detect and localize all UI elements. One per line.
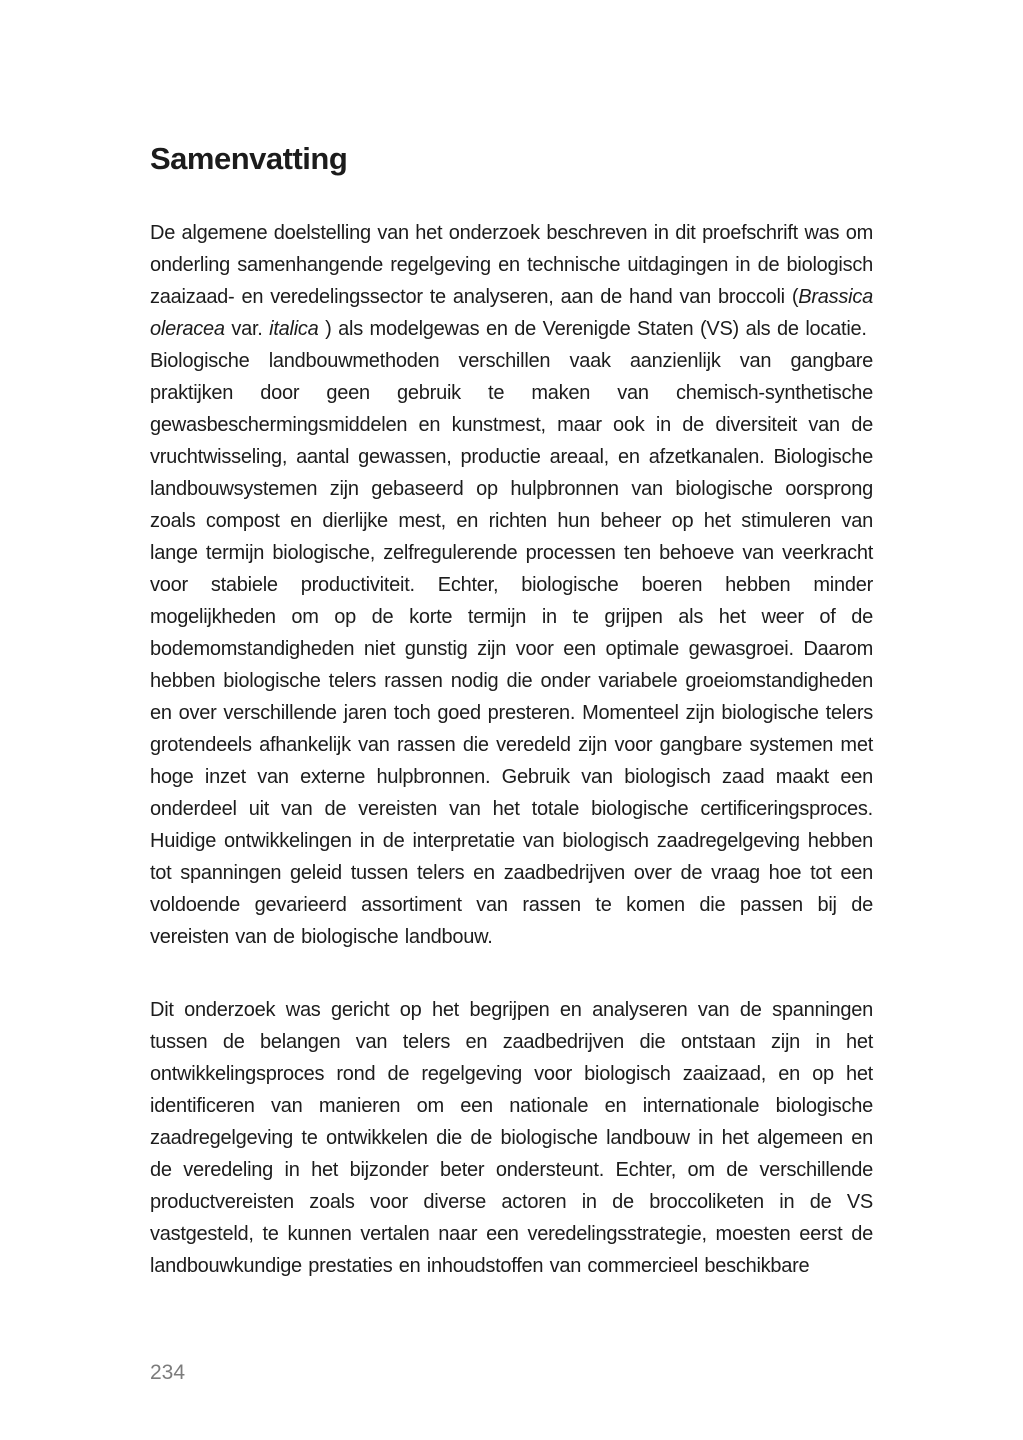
page-title: Samenvatting [150, 141, 348, 176]
paragraph-1-text-end: ) als modelgewas en de Verenigde Staten (VS) als de locatie. Biologische landbouwmethoden verschillen vaak aanzienlijk van gangbare praktijken door geen gebruik te maken van chemisch-synthetische gewasbeschermingsmiddelen en kunstmest, maar ook in de diversiteit van de vruchtwisseling, aantal gewassen, productie areaal, en afzetkanalen. Biologische landbouwsystemen zijn gebaseerd op hulpbronnen van biologische oorsprong zoals compost en dierlijke mest, en richten hun beheer op het stimuleren van lange termijn biologische, zelfregulerende processen ten behoeve van veerkracht voor stabiele productiviteit. Echter, biologische boeren hebben minder mogelijkheden om op de korte termijn in te grijpen als het weer of de bodemomstandigheden niet gunstig zijn voor een optimale gewasgroei. Daarom hebben biologische telers rassen nodig die onder variabele groeiomstandigheden en over verschillende jaren toch goed presteren. Momenteel zijn biologische telers grotendeels afhankelijk van rassen die veredeld zijn voor gangbare systemen met hoge inzet van externe hulpbronnen. Gebruik van biologisch zaad maakt een onderdeel uit van de vereisten van het totale biologische certificeringsproces. Huidige ontwikkelingen in de interpretatie van biologisch zaadregelgeving hebben tot spanningen geleid tussen telers en zaadbedrijven over de vraag hoe tot een voldoende gevarieerd assortiment van rassen te komen die passen bij de vereisten van de biologische landbouw. [150, 318, 873, 948]
paragraph-1-text-start: De algemene doelstelling van het onderzoek beschreven in dit proefschrift was om onderling samenhangende regelgeving en technische uitdagingen in de biologisch zaaizaad- en veredelingssector te analyseren, aan de hand van broccoli ( [150, 222, 873, 308]
species-name-italic: Brassica oleracea [150, 286, 873, 340]
paragraph-1 [150, 217, 873, 953]
paragraph-2: Dit onderzoek was gericht op het begrijpen en analyseren van de spanningen tussen de belangen van telers en zaadbedrijven die ontstaan zijn in het ontwikkelingsproces rond de regelgeving voor biologisch zaaizaad, en op het identificeren van manieren om een nationale en internationale biologische zaadregelgeving te ontwikkelen die de biologische landbouw in het algemeen en de veredeling in het bijzonder beter ondersteunt. Echter, om de verschillende productvereisten zoals voor diverse actoren in de broccoliketen in de VS vastgesteld, te kunnen vertalen naar een veredelingsstrategie, moesten eerst de landbouwkundige prestaties en inhoudstoffen van commercieel beschikbare [150, 999, 873, 1277]
paragraph-1-text-middle: var. [224, 318, 270, 340]
variety-name-italic: italica [269, 318, 319, 340]
page-number: 234 [150, 1361, 186, 1384]
